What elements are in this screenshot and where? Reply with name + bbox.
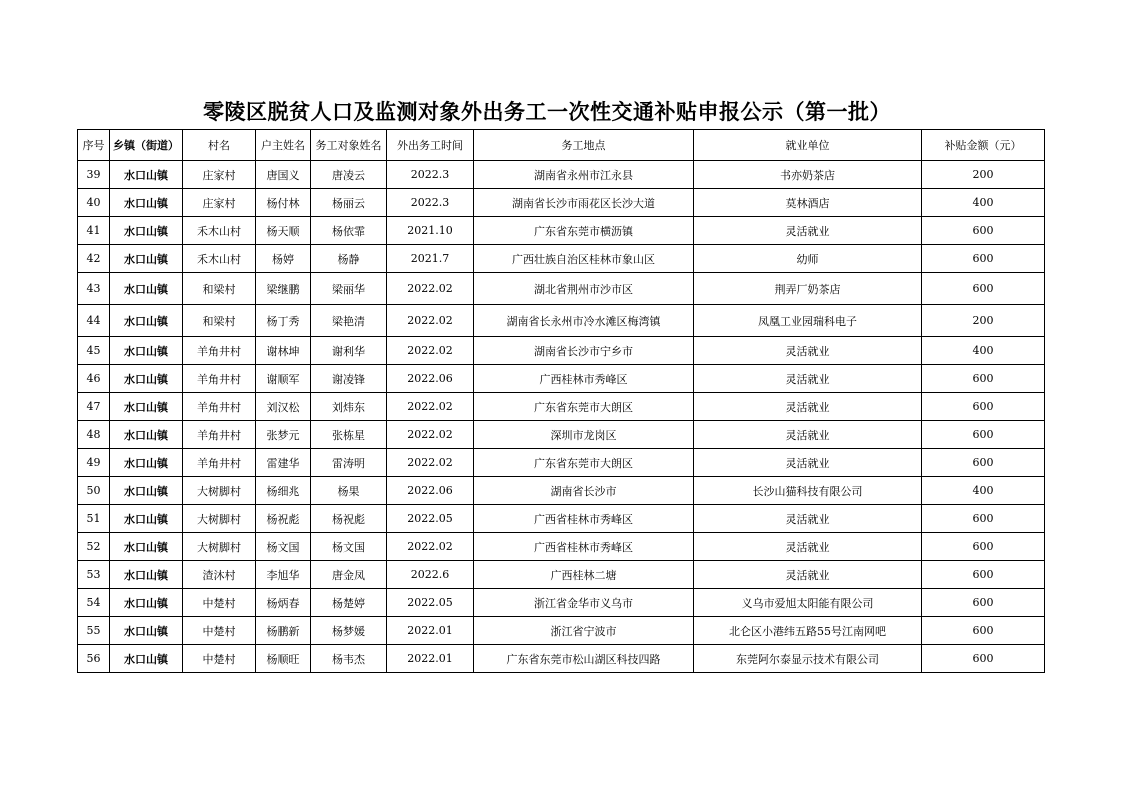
table-row — [78, 217, 1045, 245]
cell-no: 55 — [78, 617, 110, 645]
cell-town: 水口山镇 — [110, 645, 183, 673]
cell-village: 中楚村 — [183, 617, 256, 645]
cell-work-time: 2021.10 — [387, 217, 474, 245]
cell-worker-name: 杨楚婷 — [311, 589, 387, 617]
cell-amount: 600 — [922, 217, 1045, 245]
cell-employer: 灵活就业 — [694, 505, 922, 533]
cell-work-time: 2022.06 — [387, 477, 474, 505]
cell-employer: 北仑区小港纬五路55号江南网吧 — [694, 617, 922, 645]
cell-village: 大树脚村 — [183, 477, 256, 505]
cell-no: 50 — [78, 477, 110, 505]
cell-employer: 书亦奶茶店 — [694, 161, 922, 189]
cell-employer: 灵活就业 — [694, 337, 922, 365]
cell-town: 水口山镇 — [110, 617, 183, 645]
cell-worker-name: 张栋星 — [311, 421, 387, 449]
cell-work-time: 2022.01 — [387, 645, 474, 673]
document-title: 零陵区脱贫人口及监测对象外出务工一次性交通补贴申报公示（第一批） — [203, 100, 891, 124]
cell-work-place: 湖南省永州市江永县 — [474, 161, 694, 189]
cell-no: 53 — [78, 561, 110, 589]
subsidy-table — [77, 129, 1045, 673]
cell-town: 水口山镇 — [110, 589, 183, 617]
cell-town: 水口山镇 — [110, 245, 183, 273]
header-employer: 就业单位 — [694, 130, 922, 161]
cell-household-head: 杨炳春 — [256, 589, 311, 617]
table-row — [78, 245, 1045, 273]
cell-work-place: 浙江省宁波市 — [474, 617, 694, 645]
cell-worker-name: 杨丽云 — [311, 189, 387, 217]
cell-work-place: 湖南省长沙市宁乡市 — [474, 337, 694, 365]
header-amount: 补贴金额（元） — [922, 130, 1045, 161]
table-row — [78, 589, 1045, 617]
cell-worker-name: 谢利华 — [311, 337, 387, 365]
cell-employer: 灵活就业 — [694, 217, 922, 245]
cell-village: 庄家村 — [183, 161, 256, 189]
cell-village: 禾木山村 — [183, 217, 256, 245]
cell-work-time: 2022.02 — [387, 393, 474, 421]
cell-village: 羊角井村 — [183, 365, 256, 393]
cell-amount: 400 — [922, 189, 1045, 217]
cell-employer: 灵活就业 — [694, 421, 922, 449]
cell-employer: 灵活就业 — [694, 365, 922, 393]
cell-employer: 灵活就业 — [694, 561, 922, 589]
cell-employer: 长沙山猫科技有限公司 — [694, 477, 922, 505]
cell-household-head: 杨顺旺 — [256, 645, 311, 673]
cell-work-place: 深圳市龙岗区 — [474, 421, 694, 449]
cell-amount: 400 — [922, 337, 1045, 365]
cell-amount: 600 — [922, 273, 1045, 305]
cell-town: 水口山镇 — [110, 505, 183, 533]
cell-work-time: 2021.7 — [387, 245, 474, 273]
cell-town: 水口山镇 — [110, 217, 183, 245]
cell-work-time: 2022.3 — [387, 189, 474, 217]
cell-amount: 200 — [922, 305, 1045, 337]
cell-employer: 灵活就业 — [694, 393, 922, 421]
cell-village: 中楚村 — [183, 645, 256, 673]
table-row — [78, 505, 1045, 533]
cell-amount: 600 — [922, 505, 1045, 533]
cell-town: 水口山镇 — [110, 337, 183, 365]
cell-work-time: 2022.3 — [387, 161, 474, 189]
cell-worker-name: 杨依霏 — [311, 217, 387, 245]
cell-worker-name: 谢凌锋 — [311, 365, 387, 393]
cell-village: 禾木山村 — [183, 245, 256, 273]
table-header-row — [78, 130, 1045, 161]
cell-work-time: 2022.02 — [387, 305, 474, 337]
cell-household-head: 雷建华 — [256, 449, 311, 477]
cell-amount: 600 — [922, 449, 1045, 477]
cell-town: 水口山镇 — [110, 273, 183, 305]
cell-town: 水口山镇 — [110, 393, 183, 421]
table-row — [78, 477, 1045, 505]
cell-no: 52 — [78, 533, 110, 561]
table-row — [78, 365, 1045, 393]
cell-town: 水口山镇 — [110, 421, 183, 449]
cell-amount: 600 — [922, 561, 1045, 589]
cell-village: 渣沐村 — [183, 561, 256, 589]
cell-town: 水口山镇 — [110, 533, 183, 561]
cell-no: 48 — [78, 421, 110, 449]
table-row — [78, 449, 1045, 477]
cell-work-time: 2022.6 — [387, 561, 474, 589]
cell-town: 水口山镇 — [110, 365, 183, 393]
cell-household-head: 唐国义 — [256, 161, 311, 189]
cell-household-head: 杨付林 — [256, 189, 311, 217]
cell-household-head: 杨婷 — [256, 245, 311, 273]
cell-household-head: 杨鹏新 — [256, 617, 311, 645]
cell-work-place: 广东省东莞市大朗区 — [474, 449, 694, 477]
cell-work-place: 广东省东莞市松山湖区科技四路 — [474, 645, 694, 673]
cell-worker-name: 杨静 — [311, 245, 387, 273]
cell-household-head: 李旭华 — [256, 561, 311, 589]
cell-village: 羊角井村 — [183, 449, 256, 477]
cell-no: 41 — [78, 217, 110, 245]
header-no: 序号 — [78, 130, 110, 161]
cell-worker-name: 杨梦媛 — [311, 617, 387, 645]
cell-work-place: 湖南省长永州市冷水滩区梅湾镇 — [474, 305, 694, 337]
cell-amount: 600 — [922, 365, 1045, 393]
cell-amount: 600 — [922, 393, 1045, 421]
table-row — [78, 305, 1045, 337]
cell-worker-name: 梁丽华 — [311, 273, 387, 305]
cell-no: 40 — [78, 189, 110, 217]
cell-household-head: 杨天顺 — [256, 217, 311, 245]
cell-work-time: 2022.02 — [387, 449, 474, 477]
cell-employer: 灵活就业 — [694, 533, 922, 561]
cell-no: 56 — [78, 645, 110, 673]
cell-work-time: 2022.05 — [387, 505, 474, 533]
cell-work-place: 广西省桂林市秀峰区 — [474, 505, 694, 533]
header-work-time: 外出务工时间 — [387, 130, 474, 161]
cell-household-head: 刘汉松 — [256, 393, 311, 421]
header-work-place: 务工地点 — [474, 130, 694, 161]
cell-amount: 600 — [922, 617, 1045, 645]
table-row — [78, 337, 1045, 365]
table-row — [78, 161, 1045, 189]
cell-work-time: 2022.02 — [387, 337, 474, 365]
cell-no: 51 — [78, 505, 110, 533]
cell-work-place: 广东省东莞市大朗区 — [474, 393, 694, 421]
table-row — [78, 273, 1045, 305]
header-worker-name: 务工对象姓名 — [311, 130, 387, 161]
cell-no: 47 — [78, 393, 110, 421]
cell-work-time: 2022.02 — [387, 533, 474, 561]
cell-amount: 600 — [922, 421, 1045, 449]
cell-amount: 600 — [922, 645, 1045, 673]
cell-household-head: 梁继鹏 — [256, 273, 311, 305]
cell-employer: 灵活就业 — [694, 449, 922, 477]
cell-no: 39 — [78, 161, 110, 189]
cell-work-time: 2022.02 — [387, 421, 474, 449]
table-row — [78, 189, 1045, 217]
cell-amount: 600 — [922, 589, 1045, 617]
table-row — [78, 561, 1045, 589]
table-row — [78, 421, 1045, 449]
cell-village: 中楚村 — [183, 589, 256, 617]
cell-work-time: 2022.05 — [387, 589, 474, 617]
table-row — [78, 533, 1045, 561]
cell-no: 54 — [78, 589, 110, 617]
cell-village: 和梁村 — [183, 273, 256, 305]
cell-employer: 义乌市爱旭太阳能有限公司 — [694, 589, 922, 617]
cell-village: 羊角井村 — [183, 421, 256, 449]
cell-town: 水口山镇 — [110, 477, 183, 505]
cell-household-head: 谢林坤 — [256, 337, 311, 365]
cell-worker-name: 梁艳清 — [311, 305, 387, 337]
cell-household-head: 杨文国 — [256, 533, 311, 561]
cell-household-head: 张梦元 — [256, 421, 311, 449]
cell-worker-name: 杨果 — [311, 477, 387, 505]
cell-amount: 200 — [922, 161, 1045, 189]
cell-work-time: 2022.02 — [387, 273, 474, 305]
cell-work-time: 2022.01 — [387, 617, 474, 645]
table-row — [78, 393, 1045, 421]
cell-amount: 400 — [922, 477, 1045, 505]
cell-town: 水口山镇 — [110, 305, 183, 337]
header-town: 乡镇（街道） — [110, 130, 183, 161]
cell-worker-name: 唐金凤 — [311, 561, 387, 589]
cell-work-place: 湖北省荆州市沙市区 — [474, 273, 694, 305]
cell-work-place: 广西桂林二塘 — [474, 561, 694, 589]
cell-village: 羊角井村 — [183, 393, 256, 421]
cell-village: 羊角井村 — [183, 337, 256, 365]
cell-no: 43 — [78, 273, 110, 305]
table-row — [78, 617, 1045, 645]
cell-work-place: 广东省东莞市横沥镇 — [474, 217, 694, 245]
cell-town: 水口山镇 — [110, 449, 183, 477]
header-household-head: 户主姓名 — [256, 130, 311, 161]
cell-employer: 幼师 — [694, 245, 922, 273]
header-village: 村名 — [183, 130, 256, 161]
cell-employer: 凤凰工业园瑞科电子 — [694, 305, 922, 337]
cell-worker-name: 杨韦杰 — [311, 645, 387, 673]
cell-worker-name: 杨文国 — [311, 533, 387, 561]
cell-amount: 600 — [922, 245, 1045, 273]
cell-no: 49 — [78, 449, 110, 477]
cell-employer: 莫林酒店 — [694, 189, 922, 217]
cell-household-head: 杨细兆 — [256, 477, 311, 505]
cell-no: 45 — [78, 337, 110, 365]
cell-village: 大树脚村 — [183, 505, 256, 533]
cell-no: 44 — [78, 305, 110, 337]
table-row — [78, 645, 1045, 673]
cell-no: 46 — [78, 365, 110, 393]
cell-worker-name: 刘炜东 — [311, 393, 387, 421]
cell-work-place: 广西桂林市秀峰区 — [474, 365, 694, 393]
cell-household-head: 谢顺军 — [256, 365, 311, 393]
cell-household-head: 杨祝彪 — [256, 505, 311, 533]
cell-work-place: 广西省桂林市秀峰区 — [474, 533, 694, 561]
cell-village: 大树脚村 — [183, 533, 256, 561]
cell-work-place: 浙江省金华市义乌市 — [474, 589, 694, 617]
cell-work-place: 广西壮族自治区桂林市象山区 — [474, 245, 694, 273]
cell-worker-name: 杨祝彪 — [311, 505, 387, 533]
cell-work-time: 2022.06 — [387, 365, 474, 393]
cell-village: 庄家村 — [183, 189, 256, 217]
cell-household-head: 杨丁秀 — [256, 305, 311, 337]
cell-worker-name: 唐凌云 — [311, 161, 387, 189]
cell-employer: 荆弄厂奶茶店 — [694, 273, 922, 305]
cell-town: 水口山镇 — [110, 189, 183, 217]
cell-town: 水口山镇 — [110, 561, 183, 589]
cell-town: 水口山镇 — [110, 161, 183, 189]
cell-work-place: 湖南省长沙市雨花区长沙大道 — [474, 189, 694, 217]
cell-employer: 东莞阿尔泰显示技术有限公司 — [694, 645, 922, 673]
cell-no: 42 — [78, 245, 110, 273]
cell-worker-name: 雷涛明 — [311, 449, 387, 477]
cell-work-place: 湖南省长沙市 — [474, 477, 694, 505]
cell-village: 和梁村 — [183, 305, 256, 337]
cell-amount: 600 — [922, 533, 1045, 561]
